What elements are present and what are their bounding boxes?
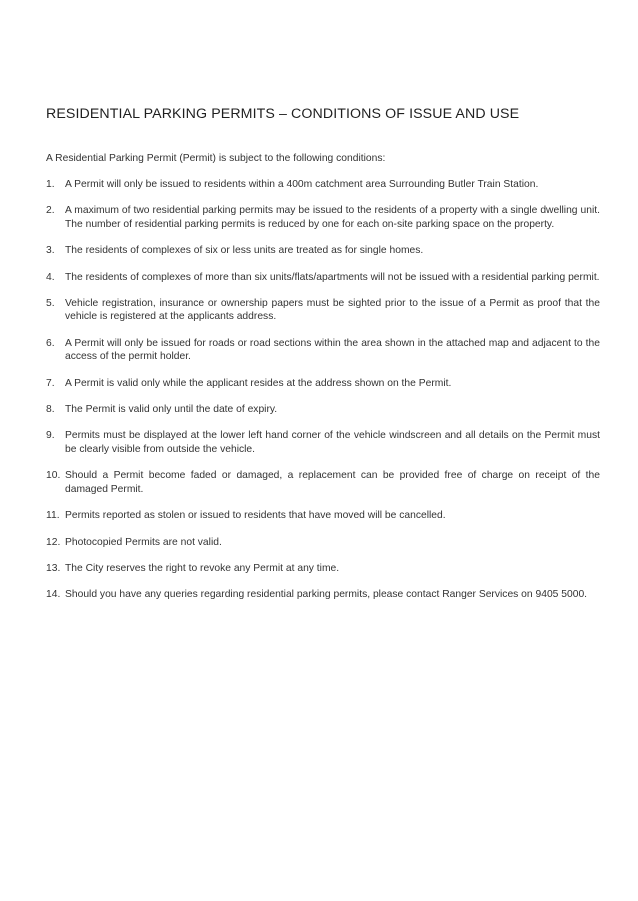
condition-item (46, 271, 600, 284)
condition-item (46, 562, 600, 575)
condition-text: A maximum of two residential parking permits may be issued to the residents of a property with a single dwelling unit. The number of residential parking permits is reduced by one for each on-site parking space on the property. (65, 205, 600, 230)
condition-text: The residents of complexes of six or less units are treated as for single homes. (65, 245, 424, 257)
condition-text: A Permit is valid only while the applicant resides at the address shown on the Permit. (65, 377, 452, 389)
condition-text: A Permit will only be issued to residents within a 400m catchment area Surrounding Butler Train Station. (65, 179, 539, 190)
condition-item (46, 536, 600, 549)
condition-number: 14. (46, 589, 61, 601)
condition-text: Photocopied Permits are not valid. (65, 536, 222, 548)
conditions-list (46, 178, 600, 602)
condition-text: A Permit will only be issued for roads or road sections within the area shown in the attached map and adjacent to the access of the permit holder. (65, 337, 600, 363)
condition-number: 1. (46, 179, 55, 190)
condition-item (46, 178, 600, 191)
condition-item (46, 429, 600, 456)
condition-number: 6. (46, 337, 55, 349)
condition-text: The City reserves the right to revoke any Permit at any time. (65, 562, 340, 574)
condition-number: 13. (46, 562, 61, 574)
condition-number: 8. (46, 404, 55, 416)
condition-item (46, 588, 600, 601)
condition-text: Should a Permit become faded or damaged, a replacement can be provided free of charge on receipt of the damaged Permit. (65, 470, 600, 495)
condition-item (46, 469, 600, 496)
condition-number: 12. (46, 536, 61, 548)
condition-number: 7. (46, 377, 55, 389)
intro-paragraph: A Residential Parking Permit (Permit) is subject to the following conditions: (46, 153, 386, 164)
condition-item (46, 204, 600, 231)
condition-text: Should you have any queries regarding residential parking permits, please contact Ranger Services on 9405 5000. (65, 589, 588, 601)
condition-text: The residents of complexes of more than six units/flats/apartments will not be issued with a residential parking permit. (65, 271, 600, 283)
condition-item (46, 244, 600, 257)
condition-item (46, 337, 600, 364)
condition-number: 10. (46, 470, 61, 482)
condition-number: 4. (46, 271, 55, 283)
condition-number: 11. (46, 510, 60, 522)
condition-text: Permits reported as stolen or issued to residents that have moved will be cancelled. (65, 510, 446, 522)
condition-number: 2. (46, 205, 55, 217)
condition-text: Permits must be displayed at the lower left hand corner of the vehicle windscreen and all details on the Permit must be clearly visible from outside the vehicle. (65, 430, 600, 455)
condition-text: Vehicle registration, insurance or ownership papers must be sighted prior to the issue of a Permit as proof that the vehicle is registered at the applicants address. (65, 298, 600, 323)
condition-text: The Permit is valid only until the date of expiry. (65, 404, 278, 416)
condition-number: 9. (46, 430, 55, 442)
document-page (46, 106, 600, 615)
condition-item (46, 509, 600, 522)
document-title: RESIDENTIAL PARKING PERMITS – CONDITIONS OF ISSUE AND USE (46, 106, 520, 122)
condition-item (46, 297, 600, 324)
condition-item (46, 377, 600, 390)
condition-number: 3. (46, 245, 55, 257)
condition-number: 5. (46, 298, 55, 310)
condition-item (46, 403, 600, 416)
